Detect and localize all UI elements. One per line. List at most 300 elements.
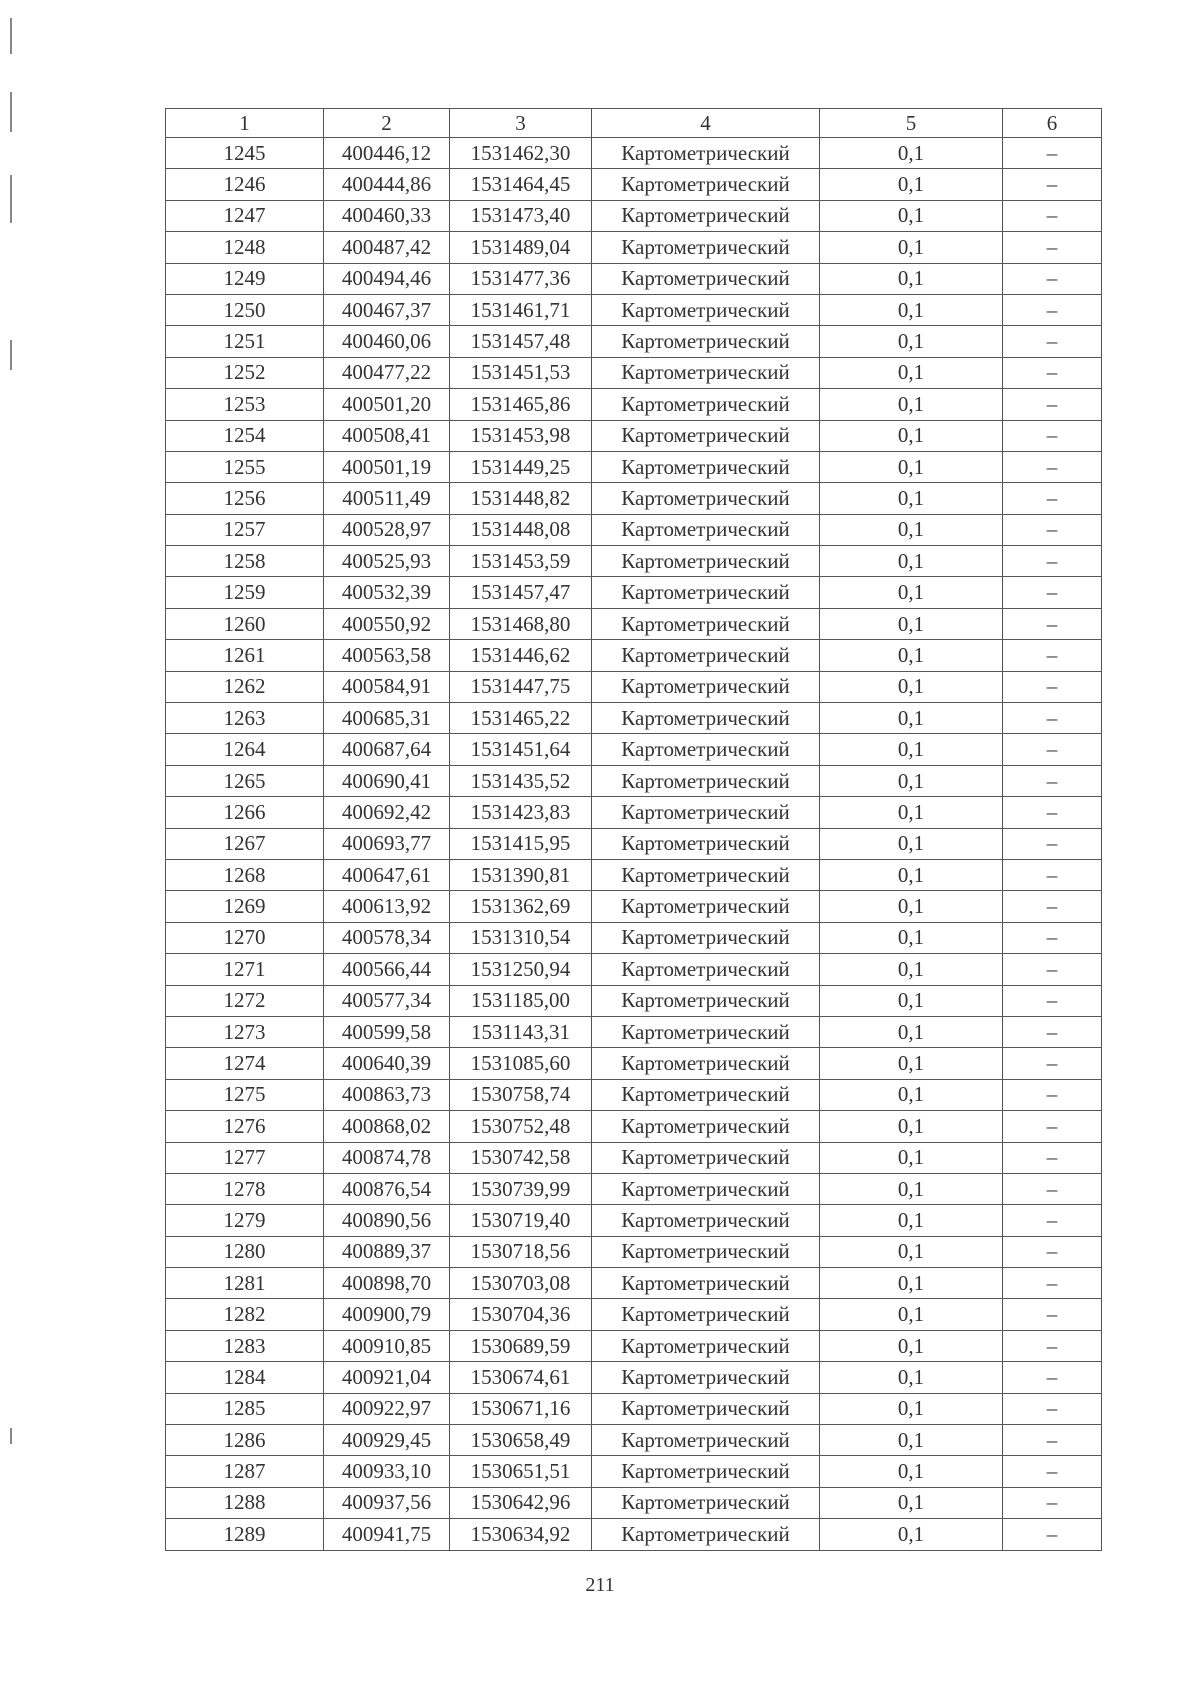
point-number-cell: 1285 <box>166 1393 324 1424</box>
y-coordinate-cell: 1531448,08 <box>450 514 592 545</box>
x-coordinate-cell: 400693,77 <box>324 828 450 859</box>
point-number-cell: 1289 <box>166 1519 324 1550</box>
point-number-cell: 1259 <box>166 577 324 608</box>
note-cell: – <box>1003 859 1102 890</box>
note-cell: – <box>1003 326 1102 357</box>
method-cell: Картометрический <box>592 514 820 545</box>
point-number-cell: 1281 <box>166 1268 324 1299</box>
table-row <box>166 1268 1102 1299</box>
method-cell: Картометрический <box>592 200 820 231</box>
point-number-cell: 1274 <box>166 1048 324 1079</box>
table-row <box>166 1330 1102 1361</box>
x-coordinate-cell: 400690,41 <box>324 765 450 796</box>
method-cell: Картометрический <box>592 985 820 1016</box>
x-coordinate-cell: 400890,56 <box>324 1205 450 1236</box>
point-number-cell: 1272 <box>166 985 324 1016</box>
note-cell: – <box>1003 451 1102 482</box>
note-cell: – <box>1003 1393 1102 1424</box>
x-coordinate-cell: 400563,58 <box>324 640 450 671</box>
x-coordinate-cell: 400444,86 <box>324 169 450 200</box>
note-cell: – <box>1003 734 1102 765</box>
note-cell: – <box>1003 954 1102 985</box>
y-coordinate-cell: 1530674,61 <box>450 1362 592 1393</box>
method-cell: Картометрический <box>592 671 820 702</box>
method-cell: Картометрический <box>592 483 820 514</box>
accuracy-cell: 0,1 <box>820 483 1003 514</box>
point-number-cell: 1278 <box>166 1173 324 1204</box>
accuracy-cell: 0,1 <box>820 232 1003 263</box>
x-coordinate-cell: 400577,34 <box>324 985 450 1016</box>
scan-edge-mark <box>10 175 12 223</box>
x-coordinate-cell: 400487,42 <box>324 232 450 263</box>
accuracy-cell: 0,1 <box>820 859 1003 890</box>
table-row <box>166 483 1102 514</box>
accuracy-cell: 0,1 <box>820 1268 1003 1299</box>
point-number-cell: 1262 <box>166 671 324 702</box>
accuracy-cell: 0,1 <box>820 577 1003 608</box>
method-cell: Картометрический <box>592 859 820 890</box>
point-number-cell: 1249 <box>166 263 324 294</box>
table-row <box>166 734 1102 765</box>
accuracy-cell: 0,1 <box>820 169 1003 200</box>
accuracy-cell: 0,1 <box>820 1456 1003 1487</box>
accuracy-cell: 0,1 <box>820 1236 1003 1267</box>
y-coordinate-cell: 1531449,25 <box>450 451 592 482</box>
note-cell: – <box>1003 200 1102 231</box>
table-row <box>166 703 1102 734</box>
x-coordinate-cell: 400584,91 <box>324 671 450 702</box>
method-cell: Картометрический <box>592 891 820 922</box>
point-number-cell: 1279 <box>166 1205 324 1236</box>
y-coordinate-cell: 1531448,82 <box>450 483 592 514</box>
point-number-cell: 1254 <box>166 420 324 451</box>
column-header: 5 <box>820 109 1003 138</box>
table-row <box>166 1425 1102 1456</box>
point-number-cell: 1271 <box>166 954 324 985</box>
table-row <box>166 1362 1102 1393</box>
accuracy-cell: 0,1 <box>820 1299 1003 1330</box>
table-row <box>166 294 1102 325</box>
x-coordinate-cell: 400446,12 <box>324 138 450 169</box>
table-row <box>166 326 1102 357</box>
point-number-cell: 1264 <box>166 734 324 765</box>
point-number-cell: 1261 <box>166 640 324 671</box>
table-row <box>166 1487 1102 1518</box>
method-cell: Картометрический <box>592 1425 820 1456</box>
table-row <box>166 1048 1102 1079</box>
note-cell: – <box>1003 389 1102 420</box>
table-header-row <box>166 109 1102 138</box>
method-cell: Картометрический <box>592 389 820 420</box>
accuracy-cell: 0,1 <box>820 294 1003 325</box>
x-coordinate-cell: 400910,85 <box>324 1330 450 1361</box>
accuracy-cell: 0,1 <box>820 828 1003 859</box>
accuracy-cell: 0,1 <box>820 797 1003 828</box>
table-row <box>166 1173 1102 1204</box>
table-row <box>166 1205 1102 1236</box>
method-cell: Картометрический <box>592 169 820 200</box>
point-number-cell: 1268 <box>166 859 324 890</box>
y-coordinate-cell: 1530671,16 <box>450 1393 592 1424</box>
y-coordinate-cell: 1531453,59 <box>450 546 592 577</box>
point-number-cell: 1246 <box>166 169 324 200</box>
coordinates-table <box>165 108 1102 1551</box>
table-row <box>166 828 1102 859</box>
table-row <box>166 1519 1102 1550</box>
note-cell: – <box>1003 703 1102 734</box>
point-number-cell: 1287 <box>166 1456 324 1487</box>
y-coordinate-cell: 1530642,96 <box>450 1487 592 1518</box>
method-cell: Картометрический <box>592 326 820 357</box>
accuracy-cell: 0,1 <box>820 640 1003 671</box>
x-coordinate-cell: 400494,46 <box>324 263 450 294</box>
method-cell: Картометрический <box>592 1456 820 1487</box>
y-coordinate-cell: 1531185,00 <box>450 985 592 1016</box>
accuracy-cell: 0,1 <box>820 954 1003 985</box>
point-number-cell: 1260 <box>166 608 324 639</box>
note-cell: – <box>1003 546 1102 577</box>
point-number-cell: 1253 <box>166 389 324 420</box>
table-row <box>166 640 1102 671</box>
accuracy-cell: 0,1 <box>820 1173 1003 1204</box>
point-number-cell: 1248 <box>166 232 324 263</box>
point-number-cell: 1282 <box>166 1299 324 1330</box>
y-coordinate-cell: 1530658,49 <box>450 1425 592 1456</box>
x-coordinate-cell: 400937,56 <box>324 1487 450 1518</box>
x-coordinate-cell: 400685,31 <box>324 703 450 734</box>
method-cell: Картометрический <box>592 765 820 796</box>
y-coordinate-cell: 1531489,04 <box>450 232 592 263</box>
x-coordinate-cell: 400566,44 <box>324 954 450 985</box>
accuracy-cell: 0,1 <box>820 514 1003 545</box>
note-cell: – <box>1003 891 1102 922</box>
accuracy-cell: 0,1 <box>820 263 1003 294</box>
y-coordinate-cell: 1531143,31 <box>450 1016 592 1047</box>
y-coordinate-cell: 1530651,51 <box>450 1456 592 1487</box>
x-coordinate-cell: 400599,58 <box>324 1016 450 1047</box>
x-coordinate-cell: 400613,92 <box>324 891 450 922</box>
y-coordinate-cell: 1531477,36 <box>450 263 592 294</box>
table-row <box>166 514 1102 545</box>
table-row <box>166 765 1102 796</box>
table-row <box>166 1079 1102 1110</box>
accuracy-cell: 0,1 <box>820 1425 1003 1456</box>
note-cell: – <box>1003 1330 1102 1361</box>
method-cell: Картометрический <box>592 1142 820 1173</box>
table-row <box>166 232 1102 263</box>
note-cell: – <box>1003 797 1102 828</box>
note-cell: – <box>1003 1425 1102 1456</box>
x-coordinate-cell: 400640,39 <box>324 1048 450 1079</box>
y-coordinate-cell: 1530758,74 <box>450 1079 592 1110</box>
accuracy-cell: 0,1 <box>820 608 1003 639</box>
method-cell: Картометрический <box>592 420 820 451</box>
note-cell: – <box>1003 1268 1102 1299</box>
x-coordinate-cell: 400578,34 <box>324 922 450 953</box>
method-cell: Картометрический <box>592 1519 820 1550</box>
point-number-cell: 1255 <box>166 451 324 482</box>
y-coordinate-cell: 1531423,83 <box>450 797 592 828</box>
x-coordinate-cell: 400508,41 <box>324 420 450 451</box>
note-cell: – <box>1003 577 1102 608</box>
x-coordinate-cell: 400687,64 <box>324 734 450 765</box>
method-cell: Картометрический <box>592 1268 820 1299</box>
x-coordinate-cell: 400467,37 <box>324 294 450 325</box>
accuracy-cell: 0,1 <box>820 891 1003 922</box>
method-cell: Картометрический <box>592 1111 820 1142</box>
accuracy-cell: 0,1 <box>820 389 1003 420</box>
x-coordinate-cell: 400550,92 <box>324 608 450 639</box>
method-cell: Картометрический <box>592 734 820 765</box>
x-coordinate-cell: 400692,42 <box>324 797 450 828</box>
accuracy-cell: 0,1 <box>820 138 1003 169</box>
note-cell: – <box>1003 514 1102 545</box>
y-coordinate-cell: 1530742,58 <box>450 1142 592 1173</box>
accuracy-cell: 0,1 <box>820 451 1003 482</box>
x-coordinate-cell: 400525,93 <box>324 546 450 577</box>
y-coordinate-cell: 1531465,86 <box>450 389 592 420</box>
note-cell: – <box>1003 483 1102 514</box>
x-coordinate-cell: 400532,39 <box>324 577 450 608</box>
point-number-cell: 1273 <box>166 1016 324 1047</box>
x-coordinate-cell: 400647,61 <box>324 859 450 890</box>
table-row <box>166 1393 1102 1424</box>
accuracy-cell: 0,1 <box>820 922 1003 953</box>
x-coordinate-cell: 400501,20 <box>324 389 450 420</box>
x-coordinate-cell: 400941,75 <box>324 1519 450 1550</box>
scan-edge-mark <box>10 340 12 370</box>
method-cell: Картометрический <box>592 703 820 734</box>
accuracy-cell: 0,1 <box>820 1393 1003 1424</box>
accuracy-cell: 0,1 <box>820 1016 1003 1047</box>
y-coordinate-cell: 1530739,99 <box>450 1173 592 1204</box>
accuracy-cell: 0,1 <box>820 357 1003 388</box>
accuracy-cell: 0,1 <box>820 1048 1003 1079</box>
method-cell: Картометрический <box>592 577 820 608</box>
x-coordinate-cell: 400929,45 <box>324 1425 450 1456</box>
note-cell: – <box>1003 1048 1102 1079</box>
method-cell: Картометрический <box>592 1236 820 1267</box>
table-row <box>166 985 1102 1016</box>
y-coordinate-cell: 1531446,62 <box>450 640 592 671</box>
method-cell: Картометрический <box>592 828 820 859</box>
note-cell: – <box>1003 1111 1102 1142</box>
y-coordinate-cell: 1531390,81 <box>450 859 592 890</box>
method-cell: Картометрический <box>592 357 820 388</box>
accuracy-cell: 0,1 <box>820 1111 1003 1142</box>
table-row <box>166 954 1102 985</box>
point-number-cell: 1286 <box>166 1425 324 1456</box>
table-row <box>166 577 1102 608</box>
point-number-cell: 1275 <box>166 1079 324 1110</box>
y-coordinate-cell: 1531462,30 <box>450 138 592 169</box>
y-coordinate-cell: 1531468,80 <box>450 608 592 639</box>
method-cell: Картометрический <box>592 1205 820 1236</box>
table-row <box>166 200 1102 231</box>
x-coordinate-cell: 400477,22 <box>324 357 450 388</box>
y-coordinate-cell: 1530704,36 <box>450 1299 592 1330</box>
point-number-cell: 1288 <box>166 1487 324 1518</box>
y-coordinate-cell: 1531415,95 <box>450 828 592 859</box>
x-coordinate-cell: 400868,02 <box>324 1111 450 1142</box>
table-row <box>166 451 1102 482</box>
point-number-cell: 1245 <box>166 138 324 169</box>
note-cell: – <box>1003 263 1102 294</box>
method-cell: Картометрический <box>592 546 820 577</box>
accuracy-cell: 0,1 <box>820 420 1003 451</box>
note-cell: – <box>1003 138 1102 169</box>
note-cell: – <box>1003 608 1102 639</box>
method-cell: Картометрический <box>592 954 820 985</box>
x-coordinate-cell: 400501,19 <box>324 451 450 482</box>
note-cell: – <box>1003 232 1102 263</box>
y-coordinate-cell: 1531085,60 <box>450 1048 592 1079</box>
table-row <box>166 891 1102 922</box>
note-cell: – <box>1003 640 1102 671</box>
method-cell: Картометрический <box>592 1362 820 1393</box>
point-number-cell: 1269 <box>166 891 324 922</box>
point-number-cell: 1250 <box>166 294 324 325</box>
x-coordinate-cell: 400460,33 <box>324 200 450 231</box>
accuracy-cell: 0,1 <box>820 765 1003 796</box>
y-coordinate-cell: 1531310,54 <box>450 922 592 953</box>
accuracy-cell: 0,1 <box>820 1142 1003 1173</box>
page-number: 211 <box>585 1574 615 1596</box>
x-coordinate-cell: 400876,54 <box>324 1173 450 1204</box>
note-cell: – <box>1003 1236 1102 1267</box>
column-header: 6 <box>1003 109 1102 138</box>
y-coordinate-cell: 1531451,53 <box>450 357 592 388</box>
note-cell: – <box>1003 828 1102 859</box>
method-cell: Картометрический <box>592 922 820 953</box>
y-coordinate-cell: 1531465,22 <box>450 703 592 734</box>
note-cell: – <box>1003 1362 1102 1393</box>
column-header: 2 <box>324 109 450 138</box>
method-cell: Картометрический <box>592 138 820 169</box>
note-cell: – <box>1003 420 1102 451</box>
note-cell: – <box>1003 169 1102 200</box>
table-row <box>166 169 1102 200</box>
point-number-cell: 1257 <box>166 514 324 545</box>
accuracy-cell: 0,1 <box>820 1079 1003 1110</box>
point-number-cell: 1251 <box>166 326 324 357</box>
accuracy-cell: 0,1 <box>820 1205 1003 1236</box>
x-coordinate-cell: 400933,10 <box>324 1456 450 1487</box>
y-coordinate-cell: 1531447,75 <box>450 671 592 702</box>
table-row <box>166 797 1102 828</box>
column-header: 3 <box>450 109 592 138</box>
point-number-cell: 1284 <box>166 1362 324 1393</box>
note-cell: – <box>1003 1299 1102 1330</box>
note-cell: – <box>1003 765 1102 796</box>
note-cell: – <box>1003 1487 1102 1518</box>
method-cell: Картометрический <box>592 1048 820 1079</box>
note-cell: – <box>1003 1016 1102 1047</box>
method-cell: Картометрический <box>592 1299 820 1330</box>
table-row <box>166 389 1102 420</box>
y-coordinate-cell: 1530719,40 <box>450 1205 592 1236</box>
method-cell: Картометрический <box>592 797 820 828</box>
x-coordinate-cell: 400922,97 <box>324 1393 450 1424</box>
note-cell: – <box>1003 294 1102 325</box>
note-cell: – <box>1003 985 1102 1016</box>
point-number-cell: 1258 <box>166 546 324 577</box>
point-number-cell: 1267 <box>166 828 324 859</box>
point-number-cell: 1266 <box>166 797 324 828</box>
method-cell: Картометрический <box>592 1487 820 1518</box>
table-row <box>166 420 1102 451</box>
note-cell: – <box>1003 1173 1102 1204</box>
column-header: 1 <box>166 109 324 138</box>
x-coordinate-cell: 400511,49 <box>324 483 450 514</box>
y-coordinate-cell: 1531461,71 <box>450 294 592 325</box>
table-row <box>166 1236 1102 1267</box>
method-cell: Картометрический <box>592 608 820 639</box>
table-row <box>166 1456 1102 1487</box>
point-number-cell: 1263 <box>166 703 324 734</box>
note-cell: – <box>1003 1079 1102 1110</box>
y-coordinate-cell: 1531464,45 <box>450 169 592 200</box>
x-coordinate-cell: 400874,78 <box>324 1142 450 1173</box>
y-coordinate-cell: 1530703,08 <box>450 1268 592 1299</box>
y-coordinate-cell: 1531473,40 <box>450 200 592 231</box>
y-coordinate-cell: 1531250,94 <box>450 954 592 985</box>
scan-edge-mark <box>10 1428 12 1444</box>
point-number-cell: 1256 <box>166 483 324 514</box>
method-cell: Картометрический <box>592 1173 820 1204</box>
point-number-cell: 1247 <box>166 200 324 231</box>
y-coordinate-cell: 1530718,56 <box>450 1236 592 1267</box>
x-coordinate-cell: 400898,70 <box>324 1268 450 1299</box>
table-row <box>166 1299 1102 1330</box>
y-coordinate-cell: 1531457,47 <box>450 577 592 608</box>
table-row <box>166 671 1102 702</box>
accuracy-cell: 0,1 <box>820 326 1003 357</box>
accuracy-cell: 0,1 <box>820 546 1003 577</box>
x-coordinate-cell: 400460,06 <box>324 326 450 357</box>
table-row <box>166 859 1102 890</box>
y-coordinate-cell: 1530752,48 <box>450 1111 592 1142</box>
table-row <box>166 546 1102 577</box>
method-cell: Картометрический <box>592 263 820 294</box>
y-coordinate-cell: 1531457,48 <box>450 326 592 357</box>
accuracy-cell: 0,1 <box>820 985 1003 1016</box>
point-number-cell: 1265 <box>166 765 324 796</box>
table-body <box>166 138 1102 1551</box>
point-number-cell: 1280 <box>166 1236 324 1267</box>
note-cell: – <box>1003 922 1102 953</box>
table-row <box>166 1111 1102 1142</box>
x-coordinate-cell: 400528,97 <box>324 514 450 545</box>
x-coordinate-cell: 400889,37 <box>324 1236 450 1267</box>
accuracy-cell: 0,1 <box>820 703 1003 734</box>
method-cell: Картометрический <box>592 232 820 263</box>
table-row <box>166 263 1102 294</box>
method-cell: Картометрический <box>592 294 820 325</box>
accuracy-cell: 0,1 <box>820 200 1003 231</box>
table-row <box>166 1016 1102 1047</box>
accuracy-cell: 0,1 <box>820 1487 1003 1518</box>
scan-edge-mark <box>10 92 12 132</box>
method-cell: Картометрический <box>592 640 820 671</box>
accuracy-cell: 0,1 <box>820 1362 1003 1393</box>
method-cell: Картометрический <box>592 1393 820 1424</box>
method-cell: Картометрический <box>592 1330 820 1361</box>
note-cell: – <box>1003 1142 1102 1173</box>
method-cell: Картометрический <box>592 1079 820 1110</box>
table-row <box>166 1142 1102 1173</box>
y-coordinate-cell: 1531362,69 <box>450 891 592 922</box>
